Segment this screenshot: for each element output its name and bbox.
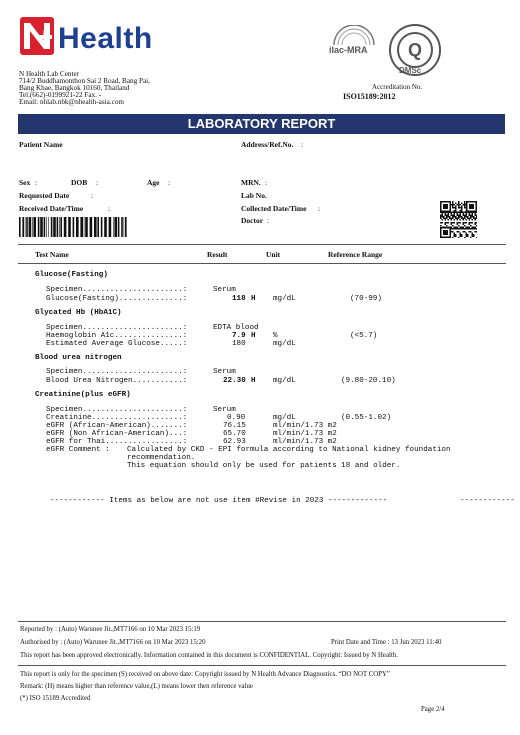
row-unit: mg/dL — [273, 295, 296, 303]
row-result: EDTA blood — [213, 324, 259, 332]
col-reference: Reference Range — [328, 250, 383, 259]
authorised-by: Authorised by : (Auto) Warunee Jit.,MT7166 on 10 Mar 2023 15:20 — [20, 639, 206, 646]
row-result: Serum — [213, 286, 236, 294]
page-number: Page 2/4 — [421, 706, 445, 713]
email: Email: nhlab.nbk@nhealth-asia.com — [19, 98, 125, 106]
row-result: 76.15 — [223, 422, 246, 430]
row-name: eGFR (African-American).......: — [46, 422, 188, 430]
address-line-2: Bang Khae, Bangkok 10160, Thailand — [19, 84, 130, 92]
revise-notice-tail: ------------ — [460, 497, 515, 505]
row-ref: (0.55-1.02) — [341, 414, 392, 422]
table-top-rule — [18, 244, 506, 245]
row-name: Specimen......................: — [46, 286, 188, 294]
row-ref: (<5.7) — [350, 332, 378, 340]
row-name: Specimen......................: — [46, 406, 188, 414]
row-name: Specimen......................: — [46, 368, 188, 376]
remark-note: Remark: (H) means higher than reference value,(L) means lower then reference value — [20, 683, 253, 690]
sex-label: Sex — [19, 178, 31, 187]
row-name: eGFR Comment : — [46, 446, 110, 454]
requested-colon: : — [91, 191, 94, 200]
lab-name: N Health Lab Center — [19, 70, 80, 78]
row-name: Estimated Average Glucose.....: — [46, 340, 188, 348]
row-flag: H — [251, 377, 256, 385]
footer-top-rule — [18, 621, 506, 622]
n-health-logo-mark — [20, 17, 54, 55]
print-date: Print Date and Time : 13 Jun 2023 11:40 — [331, 639, 442, 646]
row-result: 7.9 — [232, 332, 246, 340]
row-ref: (70-99) — [350, 295, 382, 303]
row-result: 118 — [232, 295, 246, 303]
footer-mid-rule — [18, 665, 506, 666]
row-result: 62.93 — [223, 438, 246, 446]
row-name: Glucose(Fasting)..............: — [46, 295, 188, 303]
row-result: 0.90 — [227, 414, 246, 422]
iso-accredited-note: (*) ISO 15189 Accredited — [20, 695, 91, 702]
address-line-1: 714/2 Buddhamonthon Sai 2 Road, Bang Pai, — [19, 77, 150, 85]
col-test-name: Test Name — [35, 250, 69, 259]
col-unit: Unit — [266, 250, 281, 259]
svg-text:Q: Q — [407, 40, 423, 60]
row-name: eGFR (Non African-American)...: — [46, 430, 188, 438]
row-name: Haemoglobin A1c...............: — [46, 332, 188, 340]
doctor-colon: : — [267, 216, 270, 225]
egfr-comment-line-1: Calculated by CKD - EPI formula according to National kidney foundation — [127, 446, 451, 454]
row-unit: mg/dL — [273, 414, 296, 422]
dmsc-text: DMSc — [399, 66, 422, 75]
egfr-comment-line-3: This equation should only be used for patients 18 and older. — [127, 462, 401, 470]
row-unit: ml/min/1.73 m2 — [273, 438, 337, 446]
row-unit: mg/dL — [273, 377, 296, 385]
row-name: Creatinine....................: — [46, 414, 188, 422]
collected-colon: : — [318, 204, 321, 213]
brand-name: Health — [58, 22, 153, 55]
revise-notice: ------------ Items as below are not use item #Revise in 2023 ------------- — [50, 497, 388, 505]
row-name: Specimen......................: — [46, 324, 188, 332]
row-unit: mg/dL — [273, 340, 296, 348]
doctor-label: Doctor — [241, 216, 264, 225]
egfr-comment-line-2: recommendation. — [127, 454, 196, 462]
mrn-label: MRN. — [241, 178, 261, 187]
qr-code — [440, 201, 477, 238]
row-result: 22.30 — [223, 377, 246, 385]
address-label: Address/Ref.No. — [241, 140, 294, 149]
collected-label: Collected Date/Time — [241, 204, 307, 213]
row-unit: ml/min/1.73 m2 — [273, 430, 337, 438]
row-unit: ml/min/1.73 m2 — [273, 422, 337, 430]
row-result: 65.70 — [223, 430, 246, 438]
col-result: Result — [207, 250, 228, 259]
row-flag: H — [251, 332, 256, 340]
row-result: Serum — [213, 368, 236, 376]
lab-no-label: Lab No. — [241, 191, 267, 200]
age-colon: : — [168, 178, 171, 187]
section-hba1c: Glycated Hb (HbA1C) — [35, 309, 122, 317]
age-label: Age — [147, 178, 160, 187]
ilac-text: ilac-MRA — [329, 45, 368, 55]
row-flag: H — [251, 295, 256, 303]
dob-colon: : — [96, 178, 99, 187]
mrn-colon: : — [265, 178, 268, 187]
row-result: Serum — [213, 406, 236, 414]
row-ref: (9.80-20.10) — [341, 377, 396, 385]
received-colon: : — [108, 204, 111, 213]
section-bun: Blood urea nitrogen — [35, 354, 122, 362]
barcode — [19, 217, 127, 237]
patient-name-label: Patient Name — [19, 140, 63, 149]
row-result: 180 — [232, 340, 246, 348]
accreditation-label: Accreditation No. — [372, 83, 423, 91]
sex-colon: : — [35, 178, 38, 187]
approved-note: This report has been approved electronically. Information contained in this document is CONFIDENTIAL. Copyright: Issued by N Health. — [20, 652, 398, 659]
row-name: Blood Urea Nitrogen...........: — [46, 377, 188, 385]
section-creatinine: Creatinine(plus eGFR) — [35, 391, 131, 399]
section-glucose: Glucose(Fasting) — [35, 271, 108, 279]
reported-by: Reported by : (Auto) Warunee Jit.,MT7166 on 10 Mar 2023 15:19 — [20, 626, 201, 633]
iso-number: ISO15189:2012 — [343, 92, 396, 101]
specimen-note: This report is only for the specimen (S) received on above date: Copyright issued by N Health Advance Diagnostics. “DO NOT COPY” — [20, 671, 390, 678]
telephone: Tel.(662)-0199921-22 Fax. - — [19, 91, 102, 99]
row-name: eGFR for Thai.................: — [46, 438, 188, 446]
report-title: LABORATORY REPORT — [18, 114, 505, 134]
table-header-rule — [18, 263, 506, 264]
dob-label: DOB — [71, 178, 88, 187]
requested-date-label: Requested Date — [19, 191, 70, 200]
received-label: Received Date/Time — [19, 204, 84, 213]
row-unit: % — [273, 332, 278, 340]
address-colon: : — [301, 140, 304, 149]
